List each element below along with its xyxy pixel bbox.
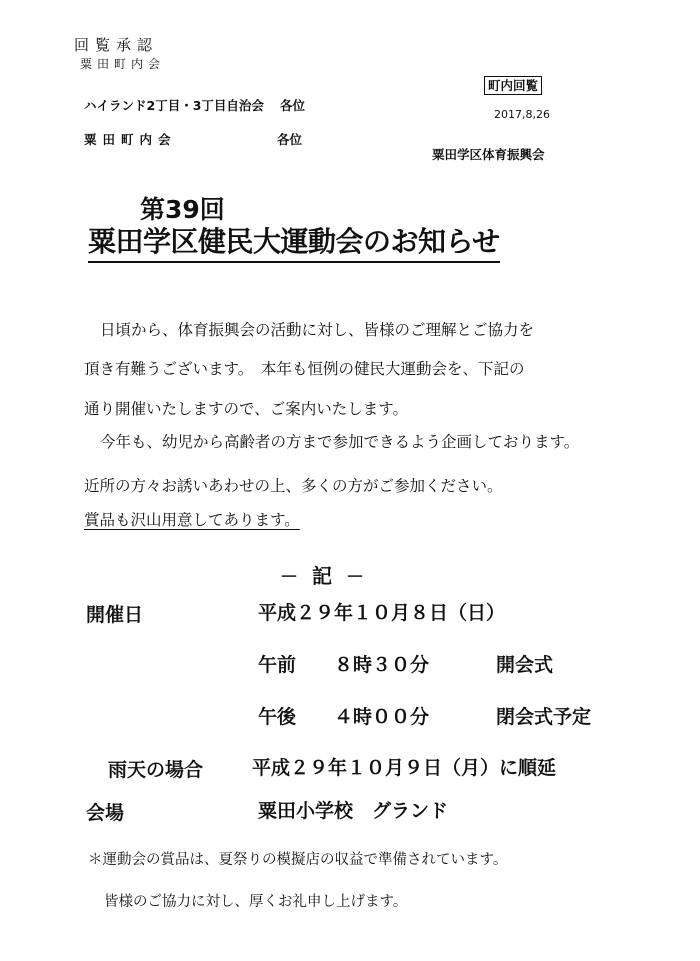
body-line-2: 頂き有難うございます。 本年も恒例の健民大運動会を、下記の (84, 360, 525, 378)
body-line-6: 賞品も沢山用意してあります。 (84, 511, 300, 529)
body-line-3: 通り開催いたしますので、ご案内いたします。 (84, 400, 408, 418)
venue-value: 粟田小学校 グランド (258, 800, 449, 822)
date-value: 平成２９年１０月８日（日） (258, 602, 506, 624)
rain-value: 平成２９年１０月９日（月）に順延 (252, 757, 557, 779)
note-line-1: ＊運動会の賞品は、夏祭りの模擬店の収益で準備されています。 (88, 852, 508, 868)
page-title: 粟田学区健民大運動会のお知らせ (88, 220, 500, 263)
note-line-2: 皆様のご協力に対し、厚くお礼申し上げます。 (104, 894, 408, 910)
ki-heading (280, 560, 364, 589)
title-edition: 第39回 (140, 195, 225, 224)
ki-dash-left: － (280, 567, 298, 588)
circulation-stamp: 町内回覧 (484, 76, 542, 95)
pm-event: 閉会式予定 (496, 706, 592, 728)
date-label: 開催日 (86, 604, 144, 626)
circulation-title: 回覧承認 (74, 36, 159, 54)
recipient-honorific-2: 各位 (277, 132, 303, 147)
sender: 粟田学区体育振興会 (432, 147, 545, 162)
recipient-name-1: ハイランド2丁目・3丁目自治会 (84, 98, 264, 113)
am-label: 午前 (258, 654, 297, 676)
rain-label: 雨天の場合 (108, 759, 204, 781)
circulation-org: 粟田町内会 (80, 57, 166, 71)
ki-dash-right: － (346, 567, 364, 588)
pm-time: ４時００分 (334, 706, 430, 728)
recipient-honorific-1: 各位 (280, 98, 306, 113)
issue-date: 2017,8,26 (494, 108, 550, 121)
am-time: ８時３０分 (334, 654, 430, 676)
body-line-5: 近所の方々お誘いあわせの上、多くの方がご参加ください。 (84, 477, 503, 495)
body-line-1: 日頃から、体育振興会の活動に対し、皆様のご理解とご協力を (100, 321, 535, 339)
body-line-4: 今年も、幼児から高齢者の方まで参加できるよう企画しております。 (100, 433, 580, 451)
am-event: 開会式 (496, 654, 554, 676)
venue-label: 会場 (86, 802, 125, 824)
pm-label: 午後 (258, 706, 297, 728)
ki-center: 記 (312, 564, 332, 588)
recipient-name-2: 粟田町内会 (84, 132, 177, 147)
